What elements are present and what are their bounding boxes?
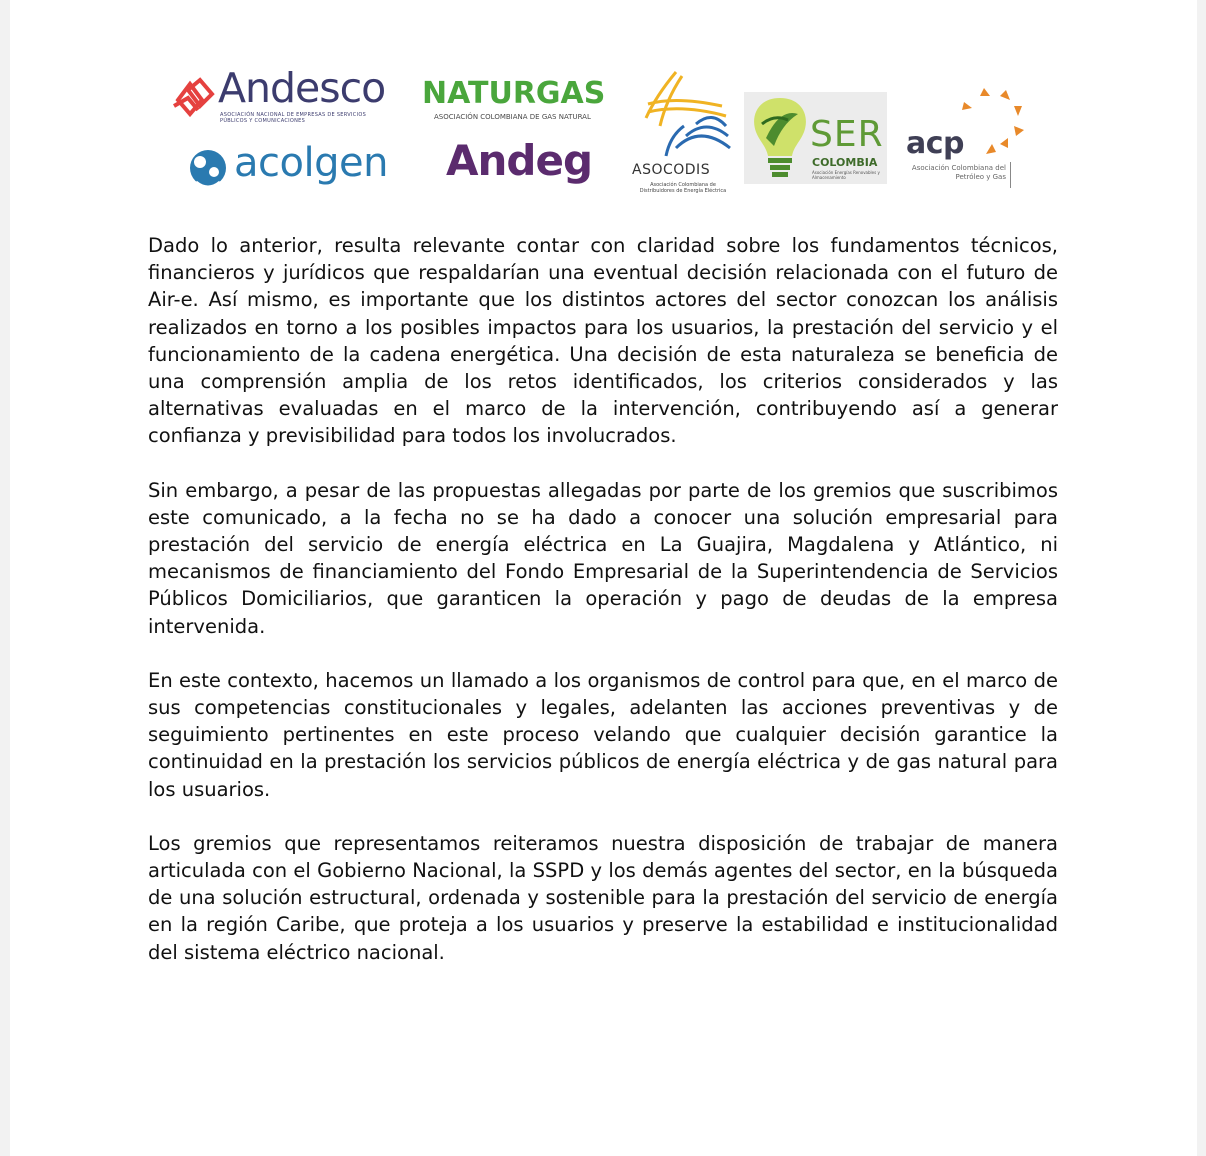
asocodis-subtitle: Asociación Colombiana de Distribuidores de Energía Eléctrica <box>639 182 727 194</box>
asocodis-mark-icon <box>626 66 736 158</box>
acolgen-mark-icon <box>186 142 230 192</box>
acolgen-wordmark: acolgen <box>234 140 388 186</box>
asocodis-wordmark: ASOCODIS <box>632 162 711 178</box>
andeg-logo <box>446 136 596 192</box>
document-body <box>148 232 1058 966</box>
andesco-subtitle: ASOCIACIÓN NACIONAL DE EMPRESAS DE SERVICIOS PÚBLICOS Y COMUNICACIONES <box>220 112 367 124</box>
ser-wordmark: SER <box>810 114 884 155</box>
acp-subtitle: Asociación Colombiana del Petróleo y Gas <box>911 164 1006 181</box>
paragraph: Los gremios que representamos reiteramos nuestra disposición de trabajar de manera articulada con el Gobierno Nacional, la SSPD y los demás agentes del sector, en la búsqueda de una solución estructural, ordenada y sostenible para la prestación del servicio de energía en la región Caribe, que proteja a los usuarios y preserve la estabilidad e institucionalidad del sistema eléctrico nacional. <box>148 831 1058 964</box>
andesco-mark-icon <box>170 76 218 120</box>
naturgas-logo <box>422 76 622 126</box>
acp-wordmark: acp <box>906 126 965 161</box>
paragraph: Dado lo anterior, resulta relevante contar con claridad sobre los fundamentos técnicos, financieros y jurídicos que respaldarían una eventual decisión relacionada con el futuro de Air-e. Así mismo, es importante que los distintos actores del sector conozcan los análisis realizados en torno a los posibles impactos para los usuarios, la prestación del servicio y el funcionamiento de la cadena energética. Una decisión de esta naturaleza se beneficia de una comprensión amplia de los retos identificados, los criterios considerados y las alternativas evaluadas en el marco de la intervención, contribuyendo así a generar confianza y previsibilidad para todos los involucrados. <box>148 234 1058 448</box>
ser-colombia-logo <box>744 92 887 184</box>
paragraph: Sin embargo, a pesar de las propuestas allegadas por parte de los gremios que suscribimos este comunicado, a la fecha no se ha dado a conocer una solución empresarial para prestación del servicio de energía eléctrica en La Guajira, Magdalena y Atlántico, ni mecanismos de financiamiento del Fondo Empresarial de la Superintendencia de Servicios Públicos Domiciliarios, que garanticen la operación y pago de deudas de la empresa intervenida. <box>148 478 1058 638</box>
association-logos <box>10 0 1197 220</box>
acolgen-logo <box>186 138 396 194</box>
ser-country: COLOMBIA <box>812 156 878 169</box>
document-page <box>10 0 1197 1156</box>
acp-logo <box>906 86 1036 196</box>
ser-subtitle: Asociación Energías Renovables y Almacenamiento <box>812 170 880 180</box>
andeg-wordmark: Andeg <box>446 136 593 185</box>
acp-divider <box>1010 162 1011 188</box>
naturgas-subtitle: ASOCIACIÓN COLOMBIANA DE GAS NATURAL <box>434 113 591 121</box>
naturgas-wordmark: NATURGAS <box>422 76 606 111</box>
ser-lightbulb-icon <box>748 94 812 184</box>
asocodis-logo <box>620 66 740 202</box>
paragraph: En este contexto, hacemos un llamado a los organismos de control para que, en el marco de sus competencias constitucionales y legales, adelanten las acciones preventivas y de seguimiento pertinentes en este proceso velando que cualquier decisión garantice la continuidad en la prestación los servicios públicos de energía eléctrica y de gas natural para los usuarios. <box>148 668 1058 801</box>
andesco-logo <box>170 64 390 130</box>
andesco-wordmark: Andesco <box>218 64 386 112</box>
